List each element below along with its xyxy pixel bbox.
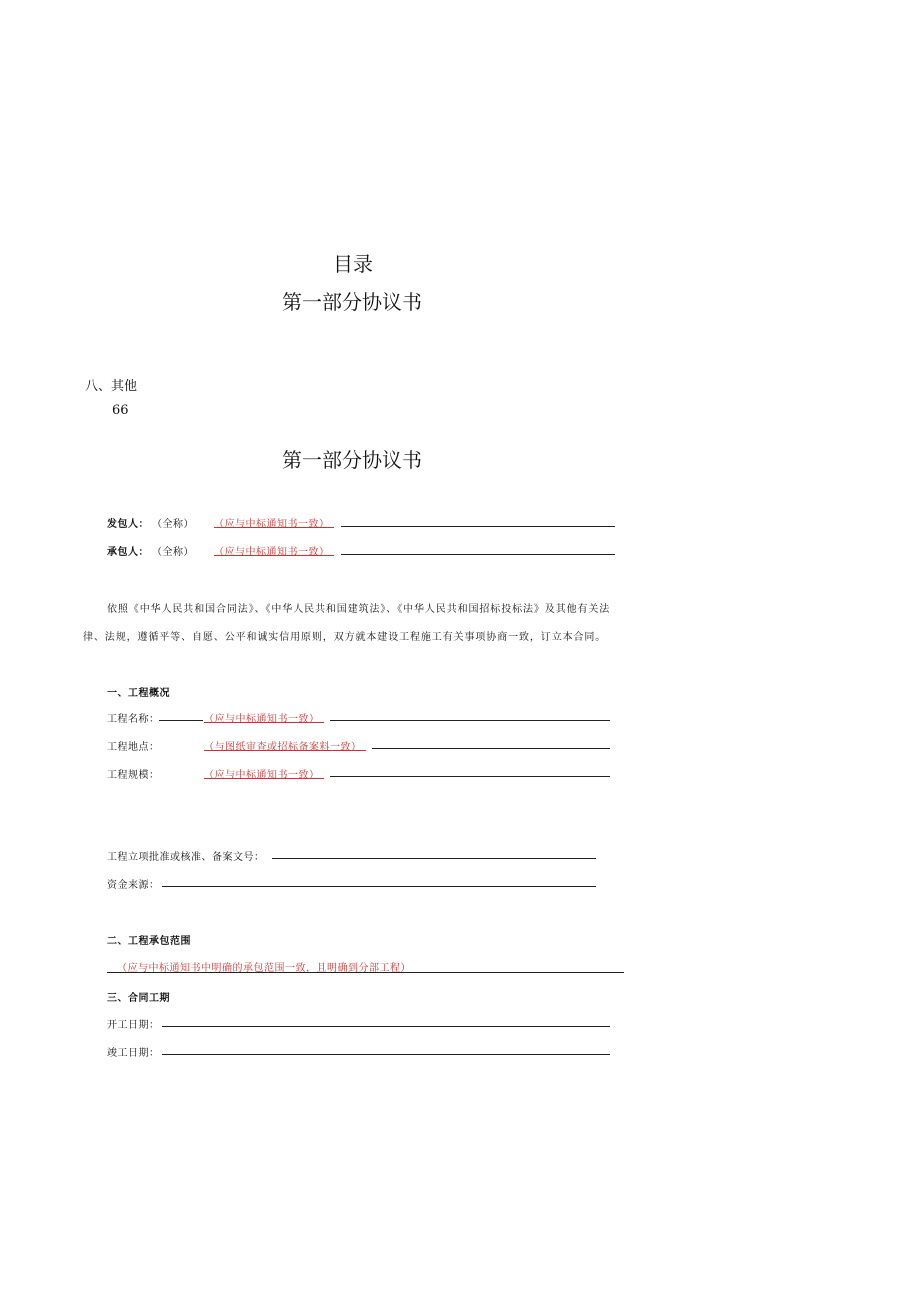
project-location-note: （与图纸审查或招标备案料一致）	[204, 742, 362, 753]
employer-fullname: （全称）	[152, 519, 194, 530]
project-name-prefix-line[interactable]	[159, 720, 203, 721]
employer-label: 发包人：	[107, 519, 149, 530]
employer-note: （应与中标通知书一致）	[214, 519, 330, 530]
end-date-field-line[interactable]	[162, 1054, 610, 1055]
start-date-field-line[interactable]	[162, 1026, 610, 1027]
project-name-note-underline	[204, 722, 324, 723]
approval-number-label: 工程立项批准或核准、备案文号：	[107, 852, 265, 863]
agreement-title: 第一部分协议书	[282, 448, 422, 472]
project-location-note-underline	[204, 750, 366, 751]
section3-title: 三、合同工期	[107, 993, 170, 1004]
contractor-fullname: （全称）	[152, 547, 194, 558]
start-date-label: 开工日期：	[107, 1020, 160, 1031]
employer-note-underline	[214, 527, 334, 528]
section1-title: 一、工程概况	[107, 688, 170, 699]
funding-source-field-line[interactable]	[162, 886, 596, 887]
employer-field-line[interactable]	[341, 526, 615, 527]
preamble-line-1: 依照《中华人民共和国合同法》、《中华人民共和国建筑法》、《中华人民共和国招标投标法》及其他有关法	[107, 604, 611, 615]
project-location-label: 工程地点：	[107, 742, 160, 753]
toc-title: 目录	[333, 252, 373, 276]
contractor-note-underline	[214, 555, 334, 556]
project-name-label: 工程名称：	[107, 714, 160, 725]
end-date-label: 竣工日期：	[107, 1048, 160, 1059]
scope-field-line[interactable]	[107, 972, 624, 973]
project-name-field-line[interactable]	[330, 720, 610, 721]
contractor-field-line[interactable]	[341, 554, 615, 555]
toc-item-eight[interactable]: 八、其他	[85, 379, 138, 394]
funding-source-label: 资金来源：	[107, 880, 160, 891]
project-location-field-line[interactable]	[372, 748, 610, 749]
project-name-note: （应与中标通知书一致）	[204, 714, 320, 725]
scope-note: （应与中标通知书中明确的承包范围一致，且明确到分部工程）	[117, 963, 411, 974]
project-scale-label: 工程规模：	[107, 770, 160, 781]
toc-item-eight-page: 66	[112, 403, 129, 418]
contractor-note: （应与中标通知书一致）	[214, 547, 330, 558]
project-scale-note: （应与中标通知书一致）	[204, 770, 320, 781]
toc-part-one[interactable]: 第一部分协议书	[282, 290, 422, 314]
project-scale-field-line[interactable]	[330, 776, 610, 777]
section2-title: 二、工程承包范围	[107, 936, 191, 947]
contractor-label: 承包人：	[107, 547, 149, 558]
approval-number-field-line[interactable]	[272, 858, 596, 859]
preamble-line-2: 律、法规，遵循平等、自愿、公平和诚实信用原则，双方就本建设工程施工有关事项协商一致，订立本合同。	[83, 632, 607, 643]
project-scale-note-underline	[204, 778, 324, 779]
